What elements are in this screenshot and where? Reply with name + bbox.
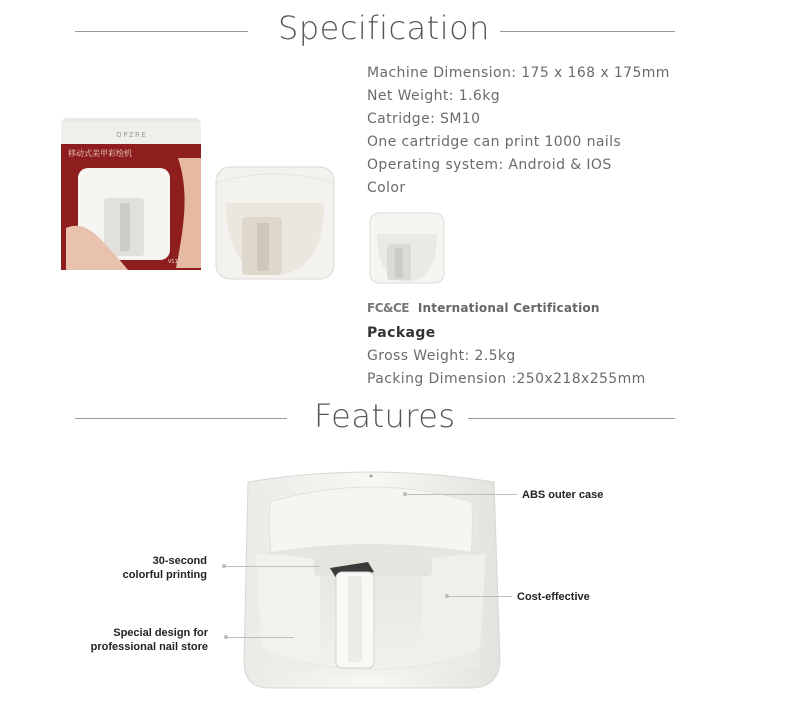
callout-abs-case-leader	[405, 494, 517, 495]
fc-ce-logo-icon: FC&CE	[367, 301, 409, 315]
callout-special-design	[78, 626, 208, 654]
features-rule-right	[468, 418, 675, 419]
svg-text:O P Z R E: O P Z R E	[116, 131, 146, 139]
svg-text:V11: V11	[168, 259, 178, 265]
callout-special-dot	[224, 635, 228, 639]
features-machine-image	[240, 462, 502, 692]
certification-row	[367, 299, 600, 317]
callout-printing	[115, 554, 207, 582]
package-dimension: Packing Dimension :250x218x255mm	[367, 371, 646, 387]
features-heading: Features	[314, 397, 456, 435]
spec-heading: Specification	[278, 9, 490, 47]
features-rule-left	[75, 418, 287, 419]
spec-line-dimension: Machine Dimension: 175 x 168 x 175mm	[367, 65, 670, 81]
spec-rule-left	[75, 31, 248, 32]
callout-abs-case: ABS outer case	[522, 489, 604, 501]
callout-printing-line2: colorful printing	[122, 569, 207, 581]
callout-special-line1: Special design for	[113, 627, 208, 639]
callout-printing-leader	[224, 566, 319, 567]
spec-line-weight: Net Weight: 1.6kg	[367, 88, 501, 104]
package-title: Package	[367, 325, 436, 341]
product-machine-image	[212, 163, 338, 283]
callout-printing-dot	[222, 564, 226, 568]
box-chinese-label: 移动式美甲彩绘机	[68, 149, 132, 158]
callout-special-leader	[226, 637, 294, 638]
callout-abs-case-dot	[403, 492, 407, 496]
callout-special-line2: professional nail store	[90, 641, 208, 653]
spec-line-cartridge-yield: One cartridge can print 1000 nails	[367, 134, 622, 150]
callout-cost-effective-leader	[447, 596, 512, 597]
product-box-image	[58, 118, 208, 273]
color-sample-image	[367, 210, 447, 286]
callout-cost-effective-dot	[445, 594, 449, 598]
callout-printing-line1: 30-second	[152, 555, 207, 567]
callout-cost-effective: Cost-effective	[517, 591, 590, 603]
spec-line-color: Color	[367, 180, 406, 196]
spec-line-cartridge: Catridge: SM10	[367, 111, 481, 127]
spec-rule-right	[500, 31, 675, 32]
package-gross-weight: Gross Weight: 2.5kg	[367, 348, 516, 364]
certification-label: International Certification	[417, 301, 600, 315]
spec-line-os: Operating system: Android & IOS	[367, 157, 612, 173]
